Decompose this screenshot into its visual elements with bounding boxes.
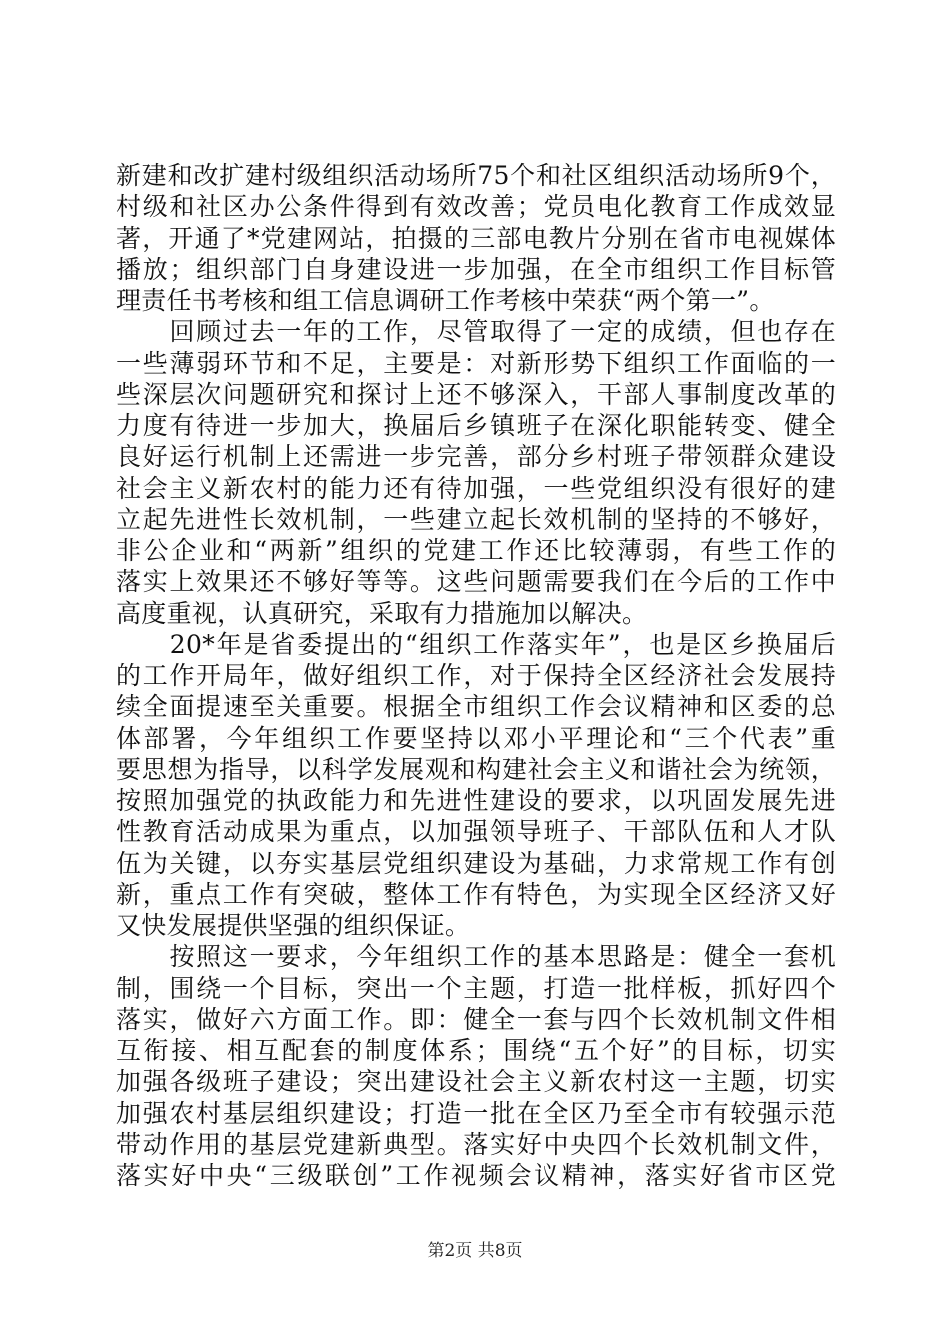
text-line: 著，开通了*党建网站，拍摄的三部电教片分别在省市电视媒体 bbox=[116, 223, 836, 253]
text-line: 20*年是省委提出的“组织工作落实年”，也是区乡换届后 bbox=[116, 629, 836, 659]
text-line: 体部署，今年组织工作要坚持以邓小平理论和“三个代表”重 bbox=[116, 723, 836, 753]
text-line: 又快发展提供坚强的组织保证。 bbox=[116, 911, 471, 940]
text-line: 社会主义新农村的能力还有待加强，一些党组织没有很好的建 bbox=[116, 473, 836, 503]
text-line: 加强各级班子建设；突出建设社会主义新农村这一主题，切实 bbox=[116, 1067, 836, 1097]
text-line: 高度重视，认真研究，采取有力措施加以解决。 bbox=[116, 598, 648, 628]
text-line: 落实好中央“三级联创”工作视频会议精神，落实好省市区党 bbox=[116, 1161, 836, 1190]
text-line: 非公企业和“两新”组织的党建工作还比较薄弱，有些工作的 bbox=[116, 536, 836, 565]
text-line: 良好运行机制上还需进一步完善，部分乡村班子带领群众建设 bbox=[116, 442, 836, 472]
text-line: 播放；组织部门自身建设进一步加强，在全市组织工作目标管 bbox=[116, 254, 836, 284]
text-line: 一些薄弱环节和不足，主要是：对新形势下组织工作面临的一 bbox=[116, 348, 836, 378]
text-line: 力度有待进一步加大，换届后乡镇班子在深化职能转变、健全 bbox=[116, 411, 836, 440]
text-line: 新建和改扩建村级组织活动场所75个和社区组织活动场所9个， bbox=[116, 161, 836, 190]
text-line: 回顾过去一年的工作，尽管取得了一定的成绩，但也存在 bbox=[116, 317, 836, 347]
text-line: 要思想为指导，以科学发展观和构建社会主义和谐社会为统领， bbox=[116, 754, 836, 784]
text-line: 新，重点工作有突破，整体工作有特色，为实现全区经济又好 bbox=[116, 879, 836, 909]
text-line: 互衔接、相互配套的制度体系；围绕“五个好”的目标，切实 bbox=[116, 1036, 836, 1065]
text-line: 些深层次问题研究和探讨上还不够深入，干部人事制度改革的 bbox=[116, 379, 836, 409]
text-line: 带动作用的基层党建新典型。落实好中央四个长效机制文件， bbox=[116, 1129, 836, 1159]
text-line: 按照加强党的执政能力和先进性建设的要求，以巩固发展先进 bbox=[116, 786, 836, 815]
text-line: 伍为关键，以夯实基层党组织建设为基础，力求常规工作有创 bbox=[116, 848, 836, 878]
text-line: 按照这一要求，今年组织工作的基本思路是：健全一套机 bbox=[116, 942, 836, 972]
text-line: 的工作开局年，做好组织工作，对于保持全区经济社会发展持 bbox=[116, 661, 836, 690]
text-line: 性教育活动成果为重点，以加强领导班子、干部队伍和人才队 bbox=[116, 817, 836, 847]
text-line: 立起先进性长效机制，一些建立起长效机制的坚持的不够好， bbox=[116, 504, 836, 534]
text-line: 理责任书考核和组工信息调研工作考核中荣获“两个第一”。 bbox=[116, 286, 775, 315]
text-line: 落实，做好六方面工作。即：健全一套与四个长效机制文件相 bbox=[116, 1004, 836, 1034]
text-line: 加强农村基层组织建设；打造一批在全区乃至全市有较强示范 bbox=[116, 1098, 836, 1128]
text-line: 续全面提速至关重要。根据全市组织工作会议精神和区委的总 bbox=[116, 692, 836, 722]
text-line: 村级和社区办公条件得到有效改善；党员电化教育工作成效显 bbox=[116, 192, 836, 222]
text-line: 制，围绕一个目标，突出一个主题，打造一批样板，抓好四个 bbox=[116, 973, 836, 1003]
text-line: 落实上效果还不够好等等。这些问题需要我们在今后的工作中 bbox=[116, 567, 836, 597]
document-body bbox=[116, 160, 836, 1191]
page-number: 第2页 共8页 bbox=[427, 1241, 523, 1261]
